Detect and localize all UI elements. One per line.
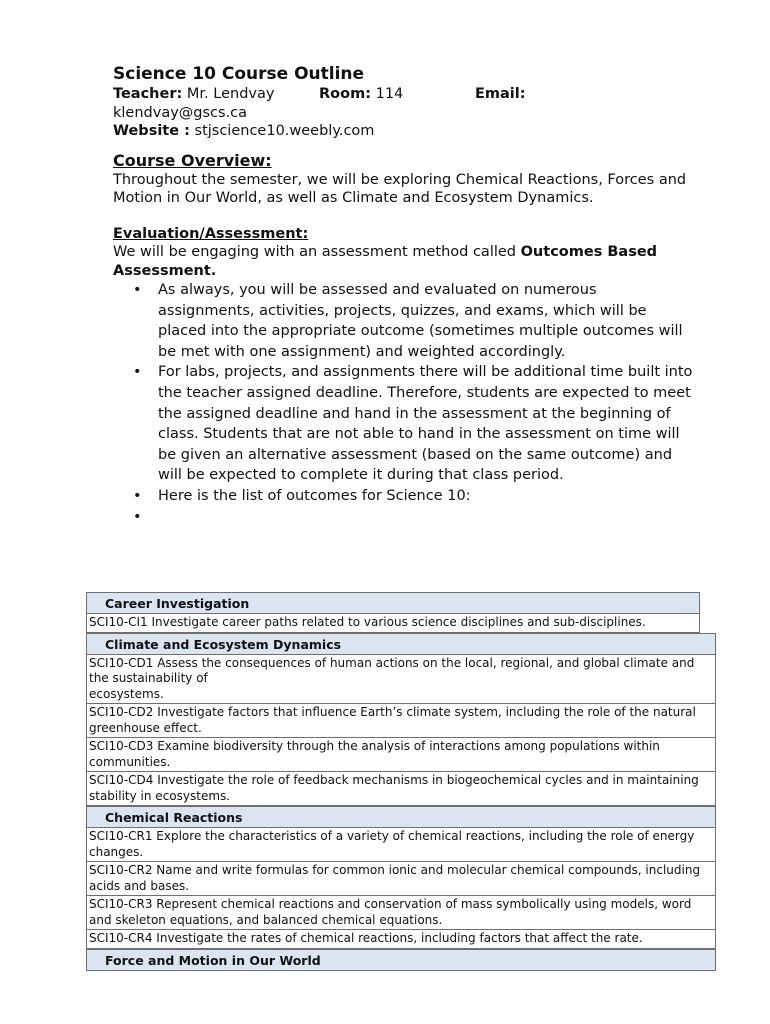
teacher-label: Teacher: <box>113 86 183 102</box>
evaluation-bullet-list <box>113 280 693 527</box>
table-row: SCI10-CD3 Examine biodiversity through the analysis of interactions among populations within communities. <box>86 738 716 772</box>
email-label: Email: <box>475 86 526 102</box>
table-row: SCI10-CR4 Investigate the rates of chemical reactions, including factors that affect the rate. <box>86 930 716 949</box>
course-overview-text: Throughout the semester, we will be exploring Chemical Reactions, Forces and Motion in Our World, as well as Climate and Ecosystem Dynamics. <box>113 171 687 206</box>
section-header-climate: Climate and Ecosystem Dynamics <box>86 633 716 655</box>
table-row: SCI10-CD2 Investigate factors that influence Earth’s climate system, including the role of the natural greenhouse effect. <box>86 704 716 738</box>
list-item <box>113 507 693 527</box>
outcomes-table <box>86 592 716 971</box>
list-item: • Here is the list of outcomes for Science 10: <box>113 486 693 507</box>
table-row: SCI10-CD4 Investigate the role of feedback mechanisms in biogeochemical cycles and in maintaining stability in ecosystems. <box>86 772 716 806</box>
list-item: • For labs, projects, and assignments there will be additional time built into the teacher assigned deadline. Therefore, students are expected to meet the assigned deadline and hand in the assessment at the beginning of class. Students that are not able to hand in the assessment on time will be given an alternative assessment (based on the same outcome) and will be expected to complete it during that class period. <box>113 362 693 486</box>
website-line <box>113 122 693 141</box>
room-number: 114 <box>371 86 404 102</box>
section-header-chemical: Chemical Reactions <box>86 806 716 828</box>
page-title: Science 10 Course Outline <box>113 64 365 84</box>
table-row: SCI10-CD1 Assess the consequences of human actions on the local, regional, and global climate and the sustainability of ecosystems. <box>86 655 716 705</box>
table-row: SCI10-CR2 Name and write formulas for common ionic and molecular chemical compounds, including acids and bases. <box>86 862 716 896</box>
list-item: • As always, you will be assessed and evaluated on numerous assignments, activities, projects, quizzes, and exams, which will be placed into the appropriate outcome (sometimes multiple outcomes will be met with one assignment) and weighted accordingly. <box>113 280 693 362</box>
teacher-name: Mr. Lendvay <box>182 86 275 102</box>
table-row: SCI10-CR1 Explore the characteristics of a variety of chemical reactions, including the role of energy changes. <box>86 828 716 862</box>
course-outline-body <box>113 64 693 527</box>
course-overview-heading: Course Overview: <box>113 150 272 170</box>
email-address: klendvay@gscs.ca <box>113 104 248 121</box>
contact-line <box>113 85 693 104</box>
evaluation-intro: We will be engaging with an assessment method called Outcomes Based Assessment. <box>113 244 658 279</box>
table-row: SCI10-CI1 Investigate career paths related to various science disciplines and sub-disciplines. <box>86 614 700 633</box>
section-header-force-motion: Force and Motion in Our World <box>86 949 716 971</box>
website-label: Website : <box>113 123 190 139</box>
table-row: SCI10-CR3 Represent chemical reactions and conservation of mass symbolically using models, word and skeleton equations, and balanced chemical equations. <box>86 896 716 930</box>
evaluation-method: Outcomes Based Assessment. <box>113 244 658 279</box>
website-url: stjscience10.weebly.com <box>189 123 375 139</box>
room-label: Room: <box>319 86 371 102</box>
section-header-career: Career Investigation <box>86 592 700 614</box>
evaluation-heading: Evaluation/Assessment: <box>113 225 309 242</box>
